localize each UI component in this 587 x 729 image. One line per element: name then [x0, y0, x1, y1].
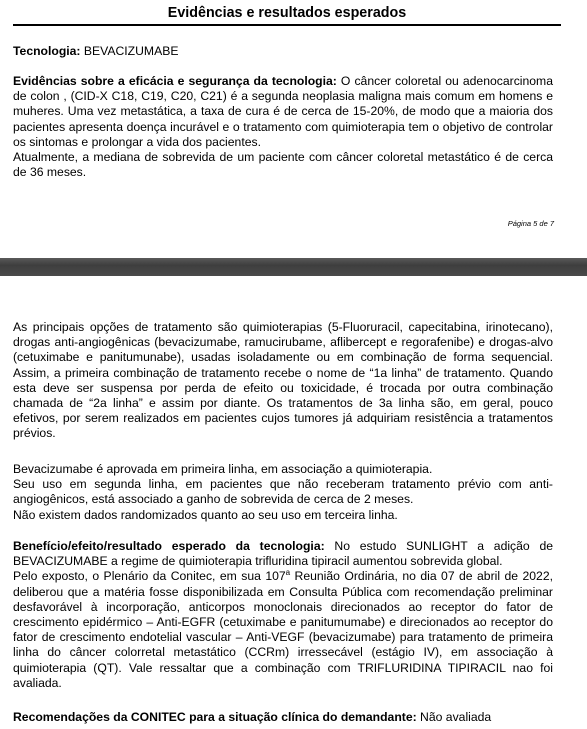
- recommendation-value: Não avaliada: [416, 710, 492, 724]
- section-header: [13, 0, 561, 26]
- benefit-text-2: Pelo exposto, o Plenário da Conitec, em sua 107$^a$ Reunião Ordinária, no dia 07 de abril de 2022, deliberou que a matéria fosse disponibilizada em Consulta Pública com recomendação preliminar desfavorável à incorporação, anticorpos monoclonais direcionados ao receptor do fator de crescimento epidérmico – Anti-EGFR (cetuximabe e panitumumabe) e direcionados ao receptor do fator de crescimento endotelial vascular – Anti-VEGF (bevacizumabe) para tratamento de primeira linha do câncer colorretal metastático (CCRm) irressecável (estágio IV), em associação à quimioterapia (QT). Vale ressaltar que a combinação com TRIFLURIDINA TIPIRACIL nao foi avaliada.: [13, 568, 553, 690]
- recommendation-line: [13, 710, 553, 725]
- page-separator: [0, 258, 587, 276]
- page-number: Página 5 de 7: [507, 219, 554, 228]
- evidence-text-2: Atualmente, a mediana de sobrevida de um paciente com câncer coloretal metastático é de cerca de 36 meses.: [13, 150, 553, 180]
- document-page-5: [0, 0, 587, 258]
- treatment-paragraph: [13, 320, 553, 442]
- evidence-paragraph: [13, 74, 553, 180]
- evidence-text: O câncer coloretal ou adenocarcinoma de colon , (CID-X C18, C19, C20, C21) é a segunda neoplasia maligna mais comum em homens e muheres. Uma vez metastática, a taxa de cura é de cerca de 15-20%, de modo que a maioria dos pacientes apresenta doença incurável e o tratamento com quimioterapia tem o objetivo de controlar os sintomas e prolongar a vida dos pacientes.: [13, 74, 553, 149]
- document-page-6: [0, 276, 587, 729]
- technology-line: [13, 44, 553, 59]
- approval-paragraph: [13, 462, 553, 523]
- evidence-label: Evidências sobre a eficácia e segurança da tecnologia:: [13, 74, 337, 88]
- approval-line-2: Seu uso em segunda linha, em pacientes que não receberam tratamento prévio com anti-angiogênicos, está associado a ganho de sobrevida de cerca de 2 meses.: [13, 477, 553, 507]
- section-title: Evidências e resultados esperados: [167, 5, 407, 21]
- approval-line-3: Não existem dados randomizados quanto ao seu uso em terceira linha.: [13, 507, 398, 522]
- benefit-text: No estudo SUNLIGHT a adição de BEVACIZUMABE a regime de quimioterapia trifluridina tipiracil aumentou sobrevida global.: [13, 539, 554, 569]
- benefit-paragraph: [13, 539, 553, 691]
- technology-label: Tecnologia:: [13, 44, 81, 58]
- recommendation-label: Recomendações da CONITEC para a situação clínica do demandante:: [13, 710, 417, 724]
- benefit-label: Benefício/efeito/resultado esperado da tecnologia:: [13, 539, 325, 553]
- technology-value: BEVACIZUMABE: [83, 44, 179, 58]
- treatment-text: As principais opções de tratamento são quimioterapias (5-Fluoruracil, capecitabina, irinotecano), drogas anti-angiogênicas (bevacizumabe, ramucirubame, aflibercept e regorafenibe) e drogas-alvo (cetuximabe e panitumunabe), usadas isoladamente ou em combinação de forma sequencial. Assim, a primeira combinação de tratamento recebe o nome de “1a linha” de tratamento. Quando esta deve ser suspensa por perda de efeito ou toxicidade, é trocada por outra combinação chamada de “2a linha” e assim por diante. Os tratamentos de 3a linha são, em geral, pouco efetivos, por serem realizados em pacientes cujos tumores já adquiriam resistência a tratamentos prévios.: [13, 320, 553, 441]
- approval-line-1: Bevacizumabe é aprovada em primeira linha, em associação a quimioterapia.: [13, 462, 433, 476]
